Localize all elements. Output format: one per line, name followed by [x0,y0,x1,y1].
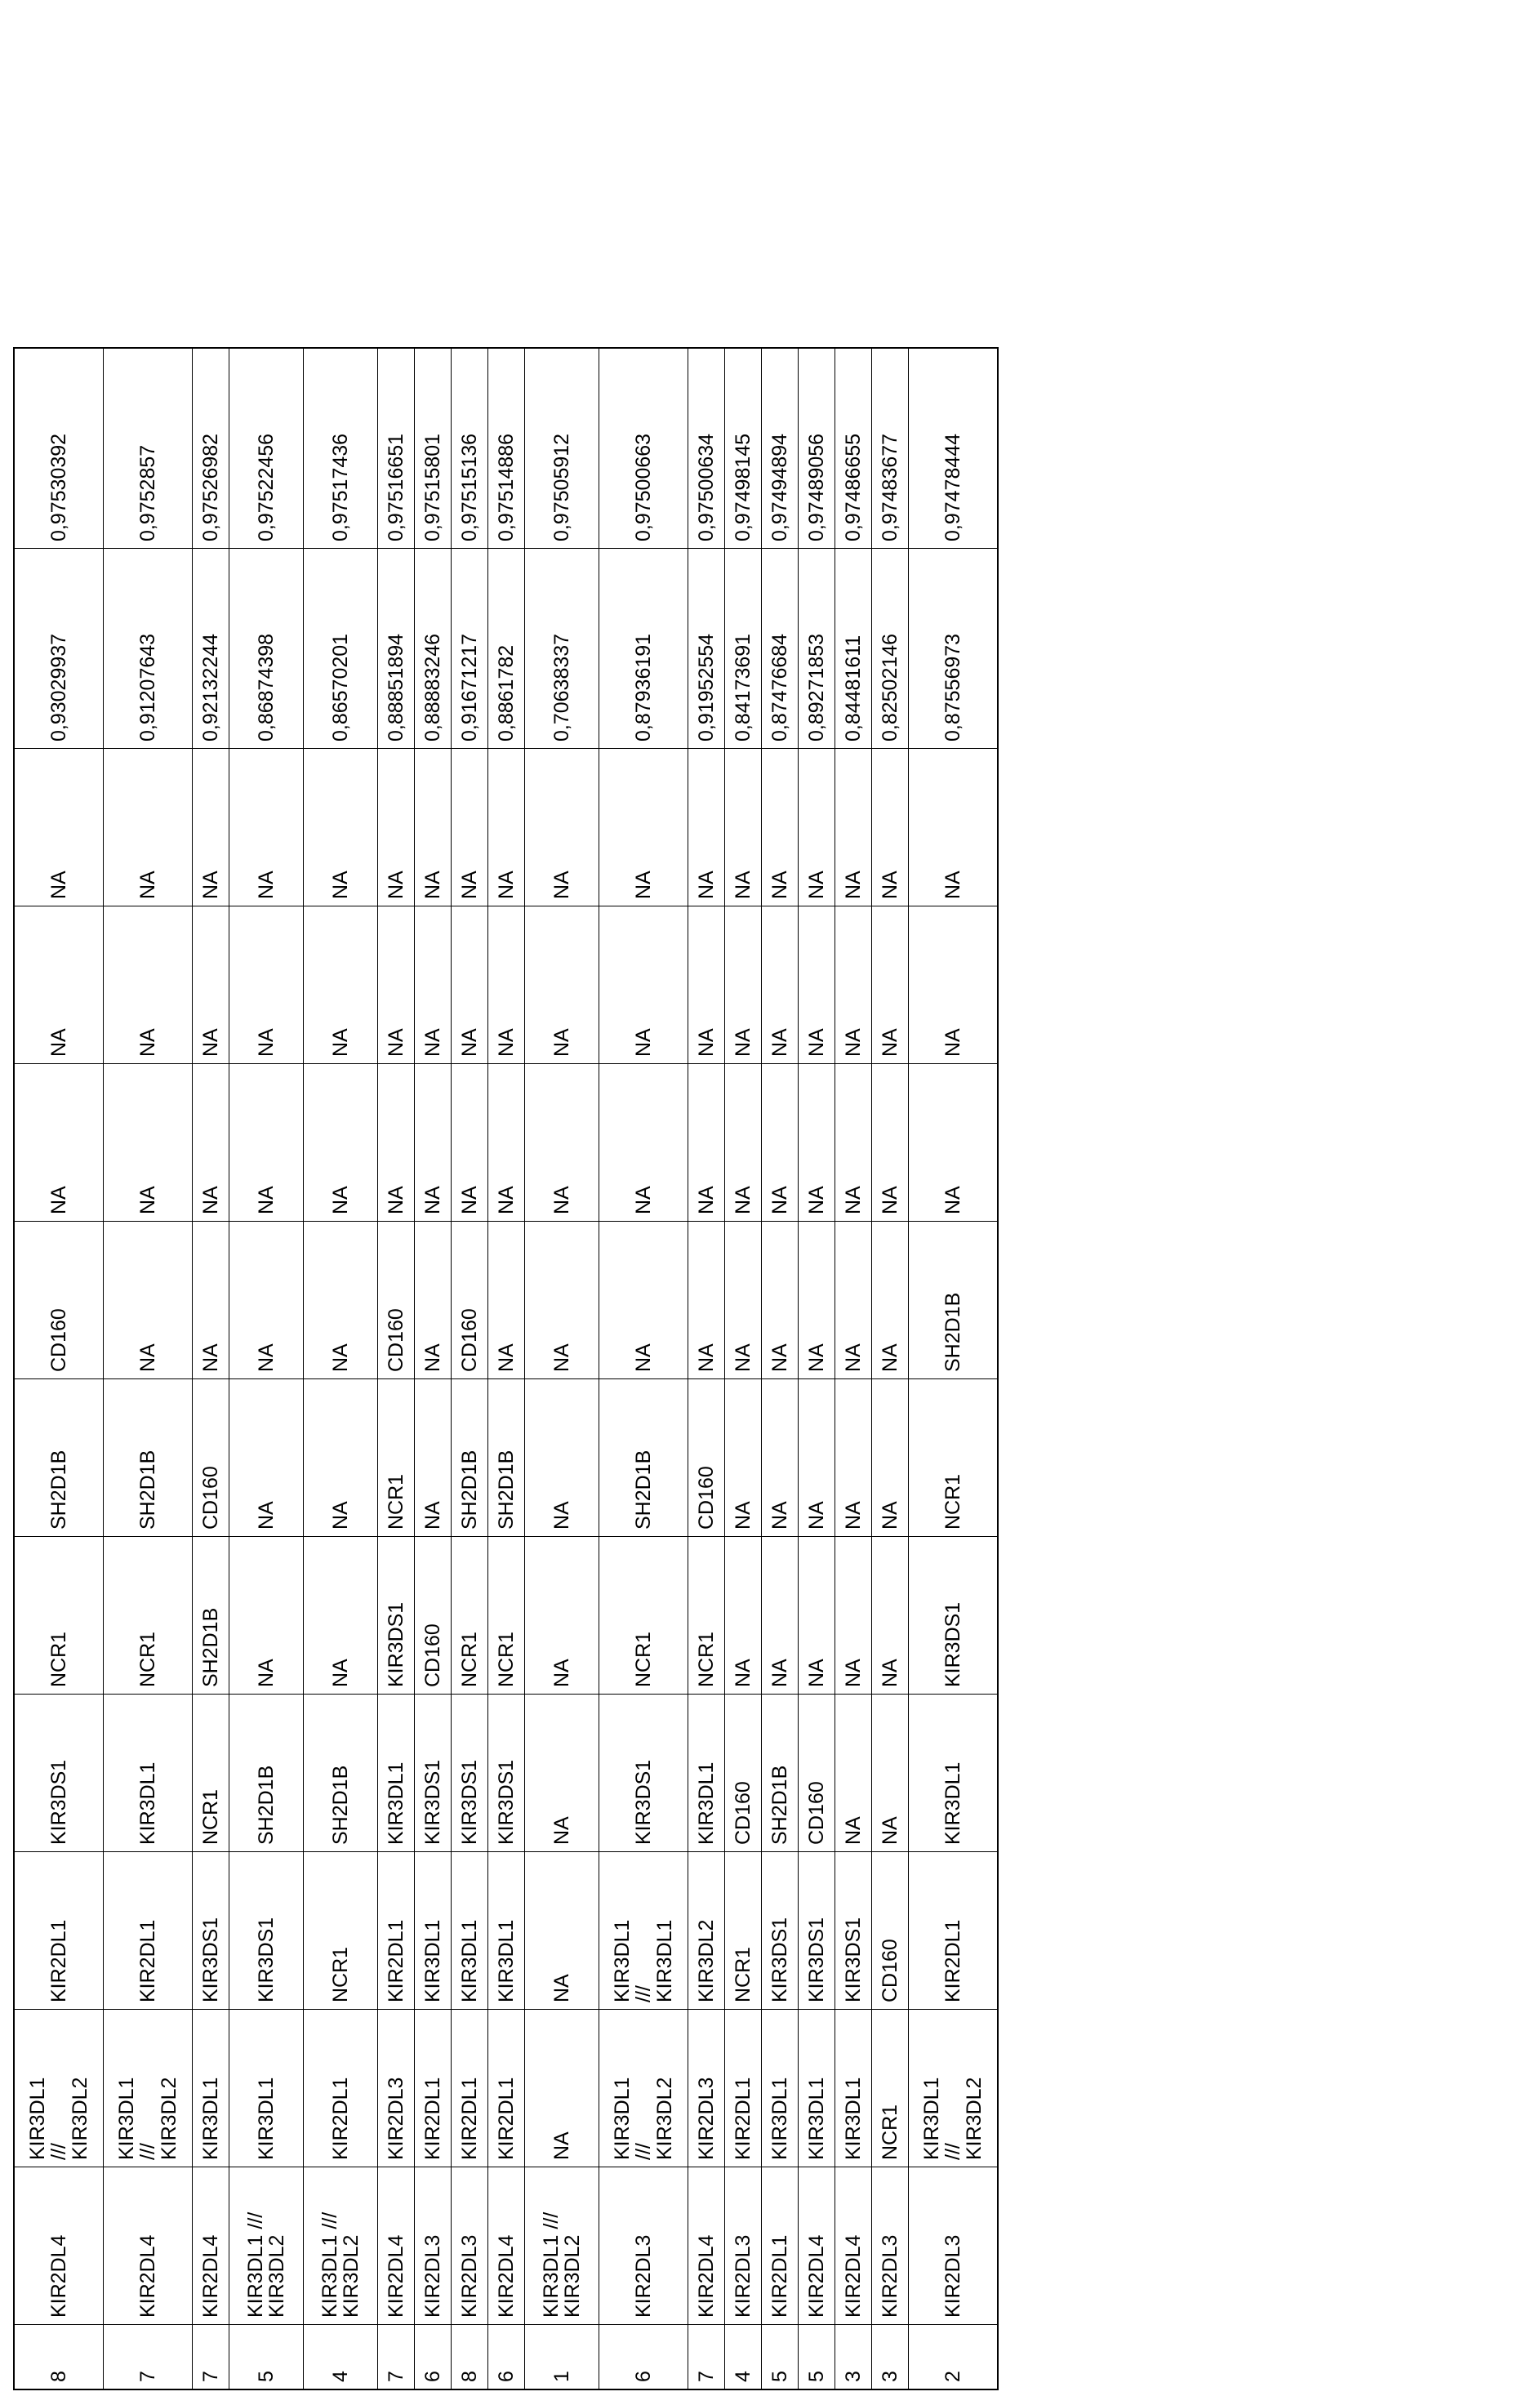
cell-score-2: 0,97500634 [688,348,725,549]
cell-gene-10: NA [909,749,999,906]
cell-gene-5: NA [525,1537,599,1695]
cell-rank: 6 [599,2325,688,2390]
cell-score-2: 0,97505912 [525,348,599,549]
cell-gene-3: CD160 [872,1852,909,2010]
cell-rank: 8 [14,2325,104,2390]
cell-gene-6: SH2D1B [104,1379,193,1537]
cell-rank: 5 [762,2325,799,2390]
cell-gene-8: NA [688,1064,725,1222]
cell-gene-3: KIR2DL1 [378,1852,415,2010]
cell-gene-6: NA [525,1379,599,1537]
cell-gene-8: NA [762,1064,799,1222]
cell-gene-1: KIR2DL3 [909,2167,999,2325]
cell-gene-1: KIR2DL4 [378,2167,415,2325]
cell-gene-2: KIR2DL1 [415,2010,452,2167]
cell-gene-4: KIR3DL1 [104,1695,193,1852]
cell-gene-9: NA [872,906,909,1064]
cell-score-2: 0,97478444 [909,348,999,549]
cell-rank: 6 [415,2325,452,2390]
cell-score-1: 0,87936191 [599,549,688,749]
table-row [599,348,688,2389]
cell-gene-2: KIR3DL1 /// KIR3DL2 [909,2010,999,2167]
cell-gene-7: NA [488,1222,525,1379]
cell-score-2: 0,97489056 [799,348,835,549]
cell-rank: 5 [799,2325,835,2390]
table-row [229,348,304,2389]
cell-gene-2: KIR3DL1 [835,2010,872,2167]
cell-gene-2: KIR3DL1 [193,2010,229,2167]
cell-gene-7: CD160 [14,1222,104,1379]
cell-gene-2: NCR1 [872,2010,909,2167]
cell-rank: 7 [688,2325,725,2390]
cell-gene-8: NA [909,1064,999,1222]
cell-gene-9: NA [14,906,104,1064]
cell-gene-4: KIR3DS1 [415,1695,452,1852]
cell-gene-8: NA [229,1064,304,1222]
cell-score-1: 0,84481611 [835,549,872,749]
cell-gene-6: SH2D1B [599,1379,688,1537]
table-row [193,348,229,2389]
cell-gene-10: NA [725,749,762,906]
cell-gene-9: NA [415,906,452,1064]
cell-gene-10: NA [193,749,229,906]
cell-gene-9: NA [599,906,688,1064]
cell-gene-2: KIR2DL1 [725,2010,762,2167]
cell-gene-9: NA [525,906,599,1064]
cell-score-2: 0,97515136 [452,348,488,549]
cell-score-2: 0,97517436 [304,348,378,549]
cell-gene-2: KIR2DL3 [688,2010,725,2167]
cell-gene-7: NA [415,1222,452,1379]
cell-gene-6: NCR1 [909,1379,999,1537]
cell-gene-4: NA [525,1695,599,1852]
cell-gene-7: NA [304,1222,378,1379]
results-table [13,347,999,2390]
cell-gene-3: KIR3DS1 [835,1852,872,2010]
cell-gene-3: KIR3DS1 [229,1852,304,2010]
cell-gene-10: NA [799,749,835,906]
cell-gene-4: CD160 [725,1695,762,1852]
cell-gene-9: NA [229,906,304,1064]
cell-gene-9: NA [725,906,762,1064]
cell-score-1: 0,87556973 [909,549,999,749]
cell-gene-6: NA [835,1379,872,1537]
cell-score-2: 0,97526982 [193,348,229,549]
cell-gene-2: KIR2DL1 [304,2010,378,2167]
cell-score-2: 0,9752857 [104,348,193,549]
cell-gene-7: SH2D1B [909,1222,999,1379]
table-row [688,348,725,2389]
cell-score-1: 0,70638337 [525,549,599,749]
cell-score-2: 0,97516651 [378,348,415,549]
cell-score-2: 0,97494894 [762,348,799,549]
cell-gene-9: NA [378,906,415,1064]
cell-gene-9: NA [762,906,799,1064]
cell-gene-10: NA [415,749,452,906]
cell-gene-7: NA [872,1222,909,1379]
cell-gene-7: NA [229,1222,304,1379]
cell-gene-10: NA [872,749,909,906]
cell-gene-5: NCR1 [488,1537,525,1695]
cell-gene-5: NA [725,1537,762,1695]
cell-gene-1: KIR2DL4 [688,2167,725,2325]
cell-gene-5: KIR3DS1 [909,1537,999,1695]
cell-gene-4: KIR3DL1 [378,1695,415,1852]
cell-gene-6: SH2D1B [488,1379,525,1537]
cell-gene-4: KIR3DS1 [599,1695,688,1852]
cell-gene-7: NA [599,1222,688,1379]
cell-rank: 3 [835,2325,872,2390]
cell-gene-6: NA [304,1379,378,1537]
cell-gene-1: KIR2DL3 [599,2167,688,2325]
table-row [378,348,415,2389]
cell-gene-8: NA [488,1064,525,1222]
cell-gene-10: NA [378,749,415,906]
cell-score-2: 0,97483677 [872,348,909,549]
cell-gene-9: NA [304,906,378,1064]
table-row [872,348,909,2389]
cell-gene-9: NA [452,906,488,1064]
table-row [909,348,999,2389]
cell-gene-5: NA [872,1537,909,1695]
cell-gene-8: NA [378,1064,415,1222]
cell-gene-3: NCR1 [725,1852,762,2010]
cell-gene-3: KIR3DL1 [488,1852,525,2010]
cell-gene-6: NA [762,1379,799,1537]
cell-gene-7: CD160 [452,1222,488,1379]
cell-score-1: 0,8861782 [488,549,525,749]
cell-gene-4: KIR3DL1 [688,1695,725,1852]
cell-gene-1: KIR2DL3 [725,2167,762,2325]
cell-gene-6: SH2D1B [452,1379,488,1537]
cell-gene-4: KIR3DS1 [488,1695,525,1852]
cell-gene-5: NCR1 [688,1537,725,1695]
cell-gene-4: NA [872,1695,909,1852]
cell-gene-9: NA [193,906,229,1064]
table-row [488,348,525,2389]
table-row [799,348,835,2389]
table-row [452,348,488,2389]
cell-gene-5: NA [835,1537,872,1695]
cell-gene-10: NA [229,749,304,906]
table-row [725,348,762,2389]
cell-gene-10: NA [688,749,725,906]
cell-gene-5: NA [799,1537,835,1695]
cell-gene-10: NA [835,749,872,906]
cell-gene-5: SH2D1B [193,1537,229,1695]
cell-gene-9: NA [835,906,872,1064]
cell-gene-5: NA [762,1537,799,1695]
cell-gene-6: NA [872,1379,909,1537]
cell-gene-1: KIR2DL3 [452,2167,488,2325]
cell-gene-4: KIR3DL1 [909,1695,999,1852]
cell-gene-6: NA [415,1379,452,1537]
cell-score-2: 0,97500663 [599,348,688,549]
cell-gene-8: NA [104,1064,193,1222]
cell-rank: 8 [452,2325,488,2390]
cell-gene-1: KIR2DL4 [835,2167,872,2325]
cell-gene-4: SH2D1B [762,1695,799,1852]
cell-score-1: 0,92132244 [193,549,229,749]
cell-gene-3: KIR3DS1 [193,1852,229,2010]
cell-score-2: 0,97515801 [415,348,452,549]
cell-gene-10: NA [452,749,488,906]
cell-gene-3: KIR2DL1 [14,1852,104,2010]
cell-gene-1: KIR3DL1 /// KIR3DL2 [304,2167,378,2325]
cell-score-1: 0,88883246 [415,549,452,749]
cell-gene-3: KIR2DL1 [909,1852,999,2010]
cell-gene-5: CD160 [415,1537,452,1695]
cell-gene-6: NCR1 [378,1379,415,1537]
cell-gene-1: KIR2DL4 [488,2167,525,2325]
cell-gene-1: KIR2DL3 [415,2167,452,2325]
cell-gene-1: KIR2DL1 [762,2167,799,2325]
cell-gene-2: KIR3DL1 [799,2010,835,2167]
cell-gene-1: KIR3DL1 /// KIR3DL2 [229,2167,304,2325]
cell-gene-3: KIR2DL1 [104,1852,193,2010]
cell-score-1: 0,84173691 [725,549,762,749]
cell-score-2: 0,97498145 [725,348,762,549]
cell-rank: 7 [193,2325,229,2390]
cell-gene-3: KIR3DL1 /// KIR3DL1 [599,1852,688,2010]
cell-score-1: 0,82502146 [872,549,909,749]
cell-rank: 2 [909,2325,999,2390]
cell-score-1: 0,91207643 [104,549,193,749]
cell-gene-1: KIR2DL4 [193,2167,229,2325]
cell-gene-8: NA [799,1064,835,1222]
cell-gene-3: KIR3DL1 [415,1852,452,2010]
cell-score-2: 0,97486655 [835,348,872,549]
cell-gene-6: NA [799,1379,835,1537]
cell-gene-4: CD160 [799,1695,835,1852]
cell-gene-10: NA [304,749,378,906]
cell-gene-2: KIR3DL1 [229,2010,304,2167]
cell-gene-2: KIR3DL1 [762,2010,799,2167]
cell-gene-9: NA [799,906,835,1064]
cell-score-1: 0,93029937 [14,549,104,749]
cell-gene-8: NA [415,1064,452,1222]
cell-gene-8: NA [725,1064,762,1222]
cell-gene-2: KIR2DL1 [488,2010,525,2167]
cell-gene-6: SH2D1B [14,1379,104,1537]
cell-gene-4: KIR3DS1 [14,1695,104,1852]
cell-gene-5: KIR3DS1 [378,1537,415,1695]
cell-gene-7: NA [799,1222,835,1379]
table-row [415,348,452,2389]
table-row [762,348,799,2389]
cell-gene-8: NA [835,1064,872,1222]
cell-gene-5: NA [304,1537,378,1695]
cell-score-2: 0,97514886 [488,348,525,549]
cell-score-1: 0,91671217 [452,549,488,749]
cell-gene-2: KIR3DL1 /// KIR3DL2 [104,2010,193,2167]
cell-score-1: 0,91952554 [688,549,725,749]
cell-gene-3: NA [525,1852,599,2010]
cell-score-1: 0,89271853 [799,549,835,749]
cell-gene-7: NA [835,1222,872,1379]
cell-gene-2: KIR2DL1 [452,2010,488,2167]
cell-gene-5: NCR1 [14,1537,104,1695]
cell-gene-10: NA [525,749,599,906]
cell-rank: 4 [725,2325,762,2390]
cell-gene-3: NCR1 [304,1852,378,2010]
cell-gene-7: NA [525,1222,599,1379]
table-row [104,348,193,2389]
table-row [525,348,599,2389]
cell-score-2: 0,97522456 [229,348,304,549]
cell-gene-4: NCR1 [193,1695,229,1852]
cell-gene-4: KIR3DS1 [452,1695,488,1852]
cell-gene-3: KIR3DL1 [452,1852,488,2010]
cell-gene-5: NCR1 [452,1537,488,1695]
cell-gene-6: CD160 [688,1379,725,1537]
table-row [14,348,104,2389]
cell-gene-6: NA [725,1379,762,1537]
cell-gene-5: NCR1 [599,1537,688,1695]
cell-rank: 7 [104,2325,193,2390]
cell-gene-1: KIR2DL4 [799,2167,835,2325]
cell-gene-1: KIR3DL1 /// KIR3DL2 [525,2167,599,2325]
cell-gene-10: NA [762,749,799,906]
cell-gene-8: NA [304,1064,378,1222]
cell-gene-4: NA [835,1695,872,1852]
cell-gene-7: NA [104,1222,193,1379]
cell-gene-8: NA [525,1064,599,1222]
cell-gene-9: NA [688,906,725,1064]
cell-score-1: 0,87476684 [762,549,799,749]
cell-gene-2: KIR2DL3 [378,2010,415,2167]
cell-gene-7: NA [725,1222,762,1379]
cell-gene-6: CD160 [193,1379,229,1537]
cell-gene-1: KIR2DL4 [104,2167,193,2325]
cell-gene-1: KIR2DL4 [14,2167,104,2325]
cell-score-1: 0,86874398 [229,549,304,749]
cell-gene-7: NA [193,1222,229,1379]
cell-gene-10: NA [104,749,193,906]
cell-gene-3: KIR3DS1 [762,1852,799,2010]
cell-gene-1: KIR2DL3 [872,2167,909,2325]
cell-gene-10: NA [488,749,525,906]
cell-gene-4: SH2D1B [304,1695,378,1852]
cell-score-1: 0,86570201 [304,549,378,749]
cell-gene-2: KIR3DL1 /// KIR3DL2 [599,2010,688,2167]
cell-gene-4: SH2D1B [229,1695,304,1852]
table-body [14,348,998,2389]
cell-rank: 1 [525,2325,599,2390]
cell-gene-8: NA [193,1064,229,1222]
cell-score-2: 0,97530392 [14,348,104,549]
table-row [304,348,378,2389]
cell-gene-3: KIR3DS1 [799,1852,835,2010]
cell-rank: 5 [229,2325,304,2390]
cell-gene-5: NA [229,1537,304,1695]
cell-gene-3: KIR3DL2 [688,1852,725,2010]
table-row [835,348,872,2389]
cell-gene-2: KIR3DL1 /// KIR3DL2 [14,2010,104,2167]
cell-gene-5: NCR1 [104,1537,193,1695]
cell-score-1: 0,88851894 [378,549,415,749]
cell-gene-7: CD160 [378,1222,415,1379]
cell-gene-9: NA [909,906,999,1064]
cell-rank: 6 [488,2325,525,2390]
cell-gene-8: NA [872,1064,909,1222]
cell-gene-9: NA [488,906,525,1064]
cell-rank: 7 [378,2325,415,2390]
cell-rank: 3 [872,2325,909,2390]
cell-rank: 4 [304,2325,378,2390]
cell-gene-2: NA [525,2010,599,2167]
cell-gene-8: NA [599,1064,688,1222]
cell-gene-10: NA [14,749,104,906]
cell-gene-10: NA [599,749,688,906]
cell-gene-7: NA [762,1222,799,1379]
cell-gene-8: NA [14,1064,104,1222]
cell-gene-8: NA [452,1064,488,1222]
cell-gene-7: NA [688,1222,725,1379]
cell-gene-6: NA [229,1379,304,1537]
cell-gene-9: NA [104,906,193,1064]
